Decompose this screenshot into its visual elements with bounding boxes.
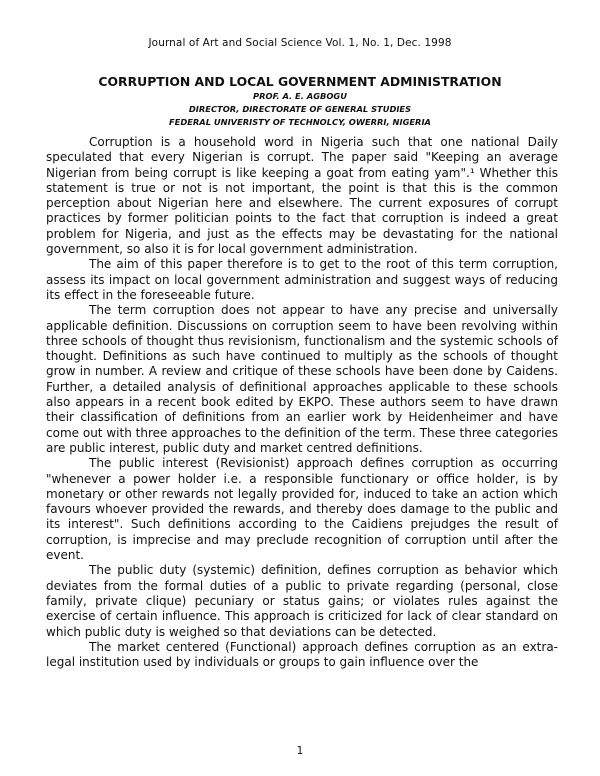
body-paragraph: The public duty (systemic) definition, defines corruption as behavior which deviates from the formal duties of a public to private regarding (personal, close family, private clique) pecuniary or status gains; or violates rules against the exercise of certain influence. This approach is criticized for lack of clear standard on which public duty is weighed so that deviations can be detected. bbox=[46, 563, 558, 639]
article-title: CORRUPTION AND LOCAL GOVERNMENT ADMINISTRATION bbox=[98, 74, 502, 89]
body-paragraph: Corruption is a household word in Nigeria such that one national Daily speculated that every Nigerian is corrupt. The paper said "Keeping an average Nigerian from being corrupt is like keeping a goat from eating yam".¹ Whether this statement is true or not is not important, the point is that this is the common perception about Nigerian here and elsewhere. The current exposures of corrupt practices by former politician points to the fact that corruption is indeed a great problem for Nigeria, and just as the effects may be devastating for the national government, so also it is for local government administration. bbox=[46, 135, 558, 257]
body-paragraph: The term corruption does not appear to have any precise and universally applicable definition. Discussions on corruption seem to have been revolving within three schools of thought thus revisionism, functionalism and the systemic schools of thought. Definitions as such have continued to multiply as the schools of thought grow in number. A review and critique of these schools have been done by Caidens. Further, a detailed analysis of definitional approaches applicable to these schools also appears in a recent book edited by EKPO. These authors seem to have drawn their classification of definitions from an earlier work by Heidenheimer and have come out with three approaches to the definition of the term. These three categories are public interest, public duty and market centred definitions. bbox=[46, 303, 558, 455]
author-name: PROF. A. E. AGBOGU bbox=[253, 91, 347, 101]
author-position: DIRECTOR, DIRECTORATE OF GENERAL STUDIES bbox=[188, 104, 412, 114]
body-paragraph: The public interest (Revisionist) approach defines corruption as occurring "whenever a power holder i.e. a responsible functionary or office holder, is by monetary or other rewards not legally provided for, induced to take an action which favours whoever provided the rewards, and thereby does damage to the public and its interest". Such definitions according to the Caidiens prejudges the result of corruption, is imprecise and may preclude recognition of corruption until after the event. bbox=[46, 456, 558, 563]
body-paragraph: The market centered (Functional) approach defines corruption as an extra-legal institution used by individuals or groups to gain influence over the bbox=[46, 639, 558, 670]
journal-header: Journal of Art and Social Science Vol. 1, No. 1, Dec. 1998 bbox=[148, 37, 452, 49]
article-body bbox=[46, 135, 558, 670]
page-number: 1 bbox=[296, 745, 304, 757]
author-institution: FEDERAL UNIVERISTY OF TECHNOLCY, OWERRI, NIGERIA bbox=[169, 117, 431, 127]
body-paragraph: The aim of this paper therefore is to get to the root of this term corruption, assess its impact on local government administration and suggest ways of reducing its effect in the foreseeable future. bbox=[46, 257, 558, 302]
